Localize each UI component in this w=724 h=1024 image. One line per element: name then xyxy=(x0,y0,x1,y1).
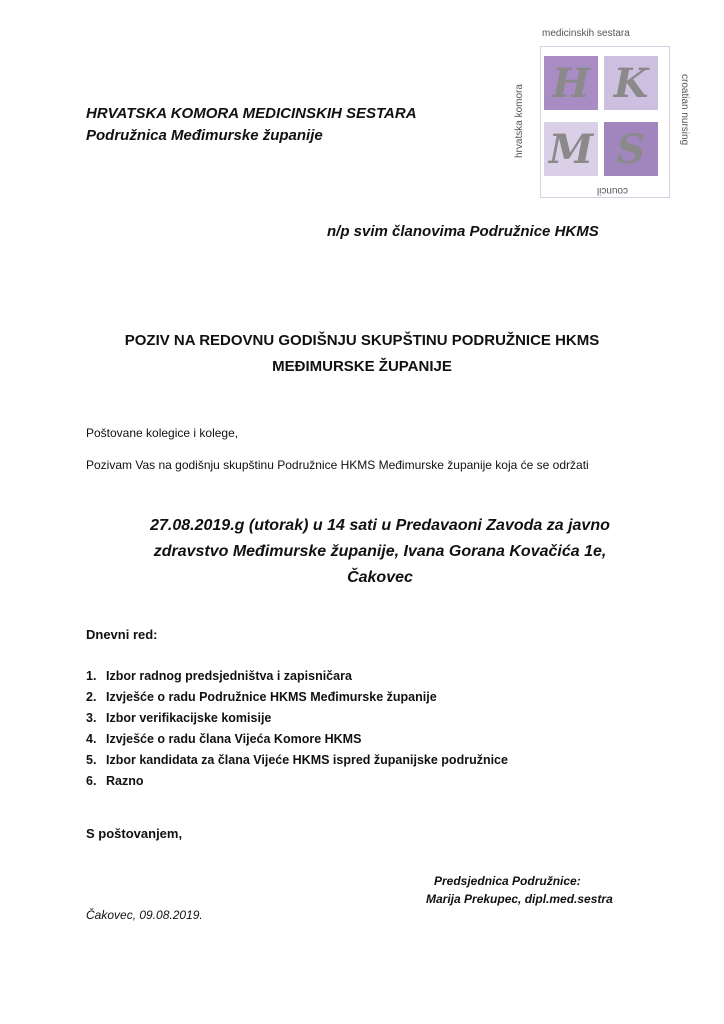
event-line-1: 27.08.2019.g (utorak) u 14 sati u Predavaoni Zavoda za javno xyxy=(150,517,610,534)
place-date: Čakovec, 09.08.2019. xyxy=(86,908,203,922)
logo-letter-k: K xyxy=(604,56,658,110)
agenda-item: 5. Izbor kandidata za člana Vijeće HKMS ispred županijske podružnice xyxy=(86,753,508,767)
agenda-item: 1. Izbor radnog predsjedništva i zapisničara xyxy=(86,669,352,683)
org-name: HRVATSKA KOMORA MEDICINSKIH SESTARA xyxy=(86,105,417,122)
document-title xyxy=(0,328,724,380)
recipient-line: n/p svim članovima Podružnice HKMS xyxy=(327,223,599,240)
agenda-item: 4. Izvješće o radu člana Vijeća Komore HKMS xyxy=(86,732,362,746)
title-line-2: MEĐIMURSKE ŽUPANIJE xyxy=(272,358,452,375)
event-details xyxy=(100,513,660,591)
agenda-list xyxy=(86,666,508,792)
logo-right-text: croatian nursing xyxy=(679,74,690,146)
title-line-1: POZIV NA REDOVNU GODIŠNJU SKUPŠTINU PODRUŽNICE HKMS xyxy=(124,332,600,349)
agenda-heading: Dnevni red: xyxy=(86,627,158,642)
event-line-2: zdravstvo Međimurske županije, Ivana Gorana Kovačića 1e, xyxy=(153,543,607,560)
org-header xyxy=(86,103,417,147)
logo-letter-h: H xyxy=(544,56,598,110)
logo-bottom-text: council xyxy=(596,185,628,196)
closing: S poštovanjem, xyxy=(86,826,183,841)
hkms-logo xyxy=(512,28,692,208)
event-line-3: Čakovec xyxy=(347,569,413,586)
salutation: Poštovane kolegice i kolege, xyxy=(86,426,239,440)
logo-top-text: medicinskih sestara xyxy=(542,28,630,39)
signature-name: Marija Prekupec, dipl.med.sestra xyxy=(426,892,613,906)
agenda-item: 6. Razno xyxy=(86,774,144,788)
logo-letter-m: M xyxy=(544,122,598,176)
logo-letter-s: S xyxy=(604,122,658,176)
logo-left-text: hrvatska komora xyxy=(514,84,525,158)
invitation-text: Pozivam Vas na godišnju skupštinu Podružnice HKMS Međimurske županije koja će se održati xyxy=(86,458,589,472)
signature-title: Predsjednica Podružnice: xyxy=(434,874,581,888)
branch-name: Podružnica Međimurske županije xyxy=(86,127,323,144)
agenda-item: 2. Izvješće o radu Podružnice HKMS Međimurske županije xyxy=(86,690,437,704)
agenda-item: 3. Izbor verifikacijske komisije xyxy=(86,711,272,725)
